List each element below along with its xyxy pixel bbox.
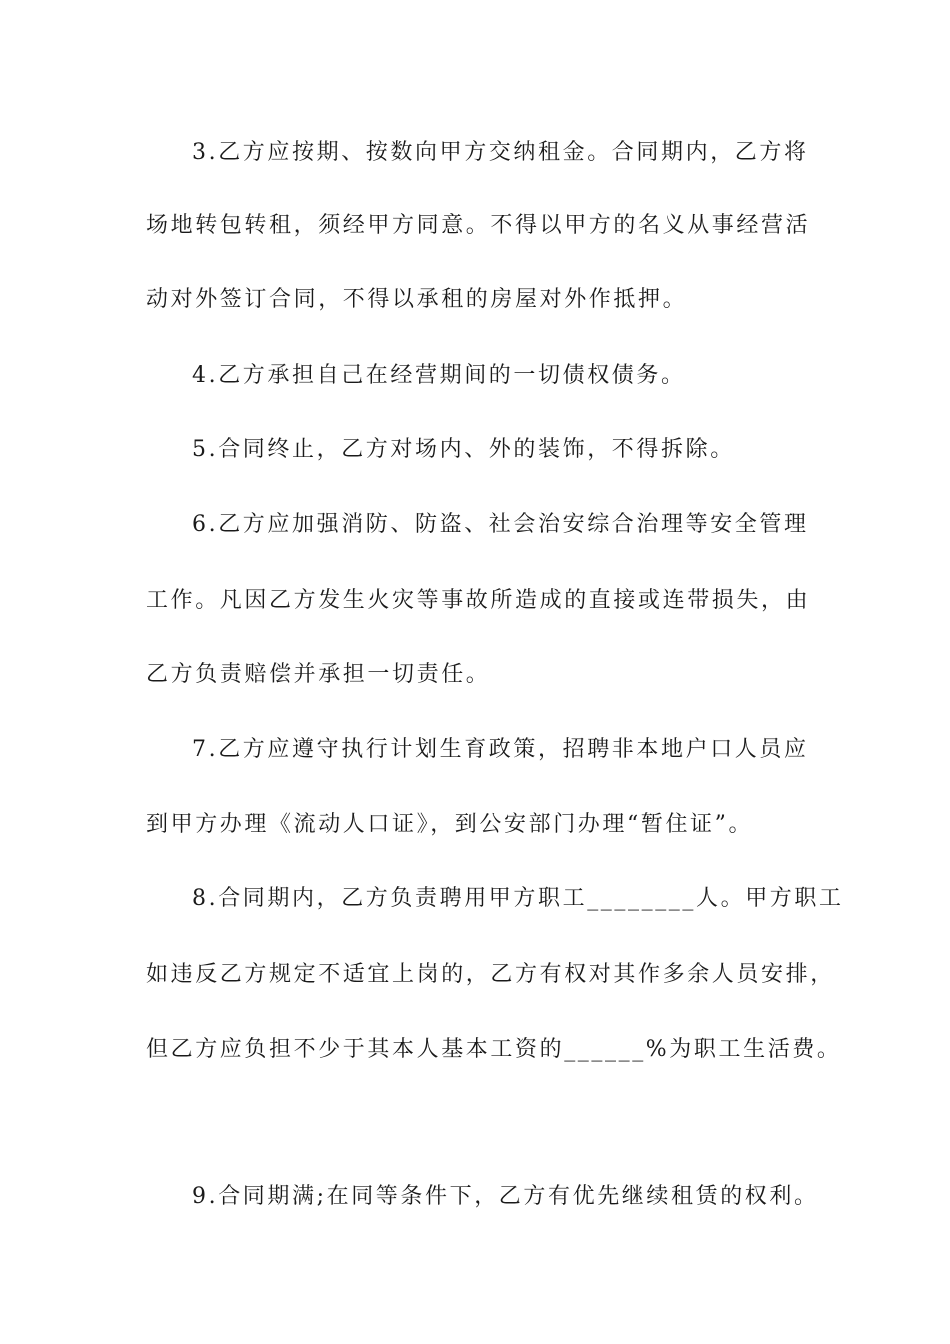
clause-8-line-1: 8.合同期内，乙方负责聘用甲方职工________人。甲方职工 [192,886,844,911]
clause-7-line-2: 到甲方办理《流动人口证》，到公安部门办理“暂住证”。 [146,812,754,837]
clause-3-line-2: 场地转包转租，须经甲方同意。不得以甲方的名义从事经营活 [146,213,811,238]
clause-7-line-1: 7.乙方应遵守执行计划生育政策，招聘非本地户口人员应 [192,737,809,762]
clause-6-line-1: 6.乙方应加强消防、防盗、社会治安综合治理等安全管理 [192,512,809,537]
clause-4-line-1: 4.乙方承担自己在经营期间的一切债权债务。 [192,363,686,388]
clause-8-line-2: 如违反乙方规定不适宜上岗的，乙方有权对其作多余人员安排， [146,962,835,987]
clause-9-line-1: 9.合同期满;在同等条件下，乙方有优先继续租赁的权利。 [192,1184,819,1209]
clause-3-line-1: 3.乙方应按期、按数向甲方交纳租金。合同期内，乙方将 [192,140,809,165]
clause-3-line-3: 动对外签订合同，不得以承租的房屋对外作抵押。 [146,287,688,312]
clause-6-line-3: 乙方负责赔偿并承担一切责任。 [146,662,491,687]
clause-5-line-1: 5.合同终止，乙方对场内、外的装饰，不得拆除。 [192,437,735,462]
clause-6-line-2: 工作。凡因乙方发生火灾等事故所造成的直接或连带损失，由 [146,588,811,613]
clause-8-line-3: 但乙方应负担不少于其本人基本工资的______%为职工生活费。 [146,1037,842,1062]
